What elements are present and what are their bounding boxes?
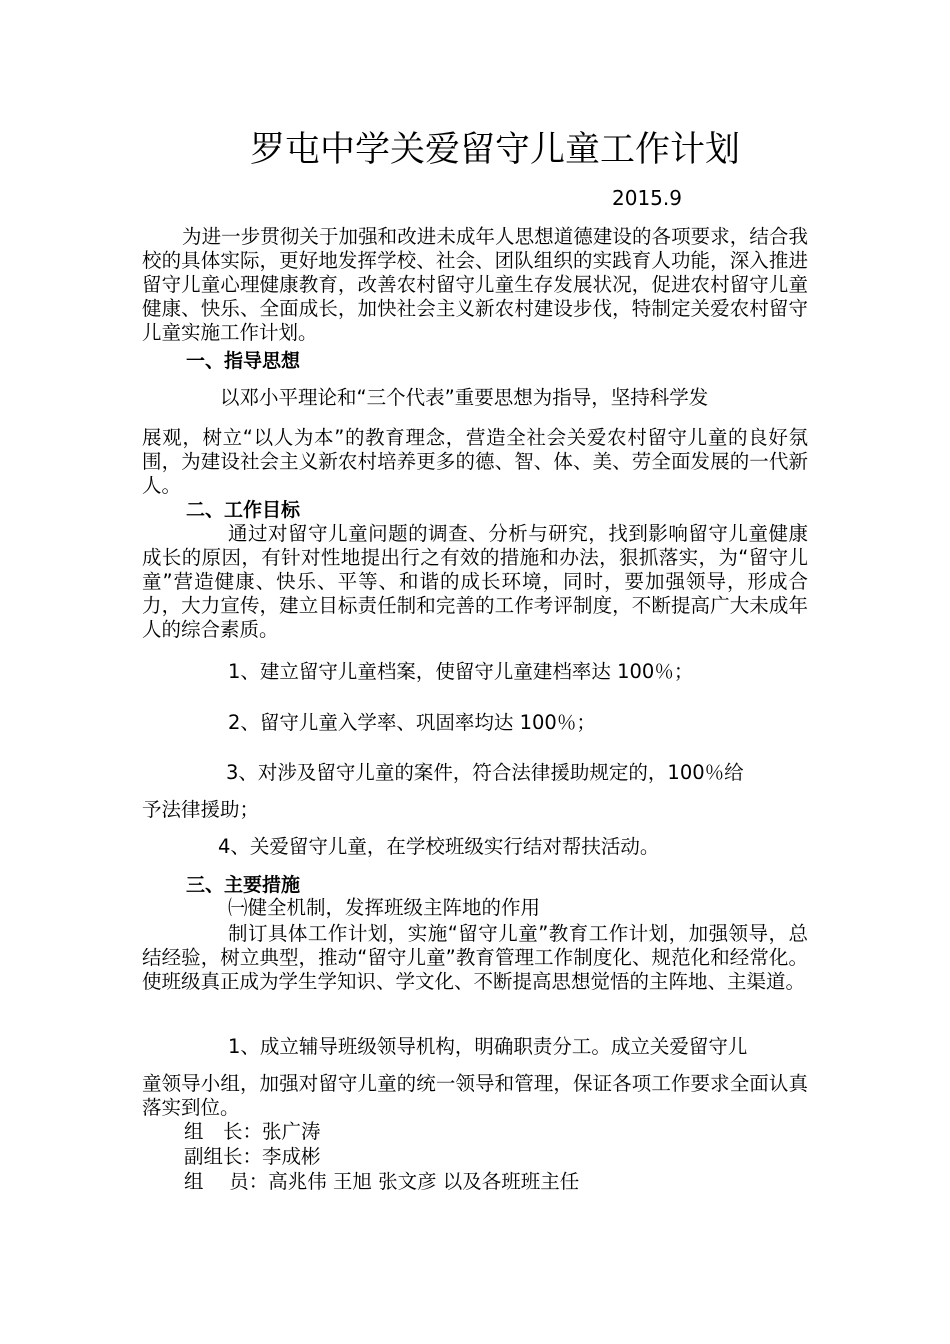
leader-line: 组 长：张广涛 [184,1120,321,1143]
goal-3-line-1: 3、对涉及留守儿童的案件，符合法律援助规定的，100％给 [226,761,744,784]
section-1-paragraph: 展观，树立“以人为本”的教育理念，营造全社会关爱农村留守儿童的良好氛围，为建设社会主义新农村培养更多的德、智、体、美、劳全面发展的一代新人。 [142,426,808,497]
document-title: 罗屯中学关爱留守儿童工作计划 [249,130,740,170]
section-1-heading: 一、指导思想 [186,350,301,372]
measure-1-item-1-rest: 童领导小组，加强对留守儿童的统一领导和管理，保证各项工作要求全面认真落实到位。 [142,1072,808,1119]
section-1-first-line: 以邓小平理论和“三个代表”重要思想为指导，坚持科学发 [220,386,709,409]
section-2-paragraph: 通过对留守儿童问题的调查、分析与研究，找到影响留守儿童健康成长的原因，有针对性地提出行之有效的措施和办法，狠抓落实，为“留守儿童”营造健康、快乐、平等、和谐的成长环境，同时，要加强领导，形成合力，大力宣传，建立目标责任制和完善的工作考评制度，不断提高广大未成年人的综合素质。 [142,522,808,641]
goal-3-line-2: 予法律援助； [142,798,260,821]
section-2-heading: 二、工作目标 [186,499,301,521]
goal-4: 4、关爱留守儿童，在学校班级实行结对帮扶活动。 [218,835,660,858]
measure-1-paragraph: 制订具体工作计划，实施“留守儿童”教育工作计划，加强领导，总结经验，树立典型，推动“留守儿童”教育管理工作制度化、规范化和经常化。使班级真正成为学生学知识、学文化、不断提高思想觉悟的主阵地、主渠道。 [142,922,808,993]
goal-1: 1、建立留守儿童档案，使留守儿童建档率达 100％； [228,660,694,683]
measure-1-title: ㈠健全机制，发挥班级主阵地的作用 [228,896,541,919]
measure-1-item-1-line-1: 1、成立辅导班级领导机构，明确职责分工。成立关爱留守儿 [228,1035,748,1058]
section-3-heading: 三、主要措施 [186,874,301,896]
goal-2: 2、留守儿童入学率、巩固率均达 100％； [228,711,596,734]
deputy-leader-line: 副组长：李成彬 [184,1145,321,1168]
members-line: 组 员：高兆伟 王旭 张文彦 以及各班班主任 [184,1170,580,1193]
intro-paragraph: 为进一步贯彻关于加强和改进未成年人思想道德建设的各项要求，结合我校的具体实际，更好地发挥学校、社会、团队组织的实践育人功能，深入推进留守儿童心理健康教育，改善农村留守儿童生存发展状况，促进农村留守儿童健康、快乐、全面成长，加快社会主义新农村建设步伐，特制定关爱农村留守儿童实施工作计划。 [142,225,808,344]
document-date: 2015.9 [612,186,682,210]
